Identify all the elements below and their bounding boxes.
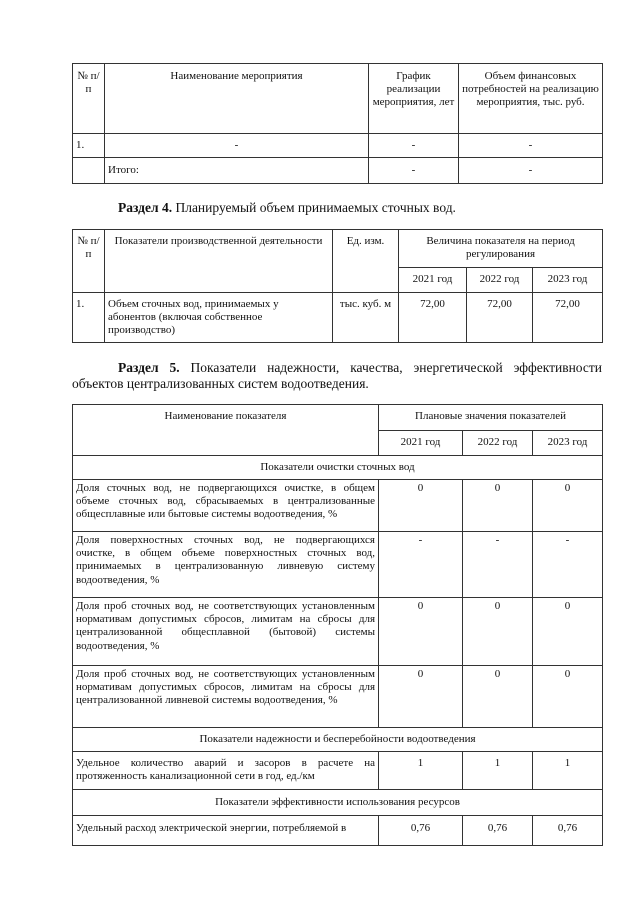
reliability-indicators-table — [72, 404, 603, 846]
header-indicator-name: Наименование показателя — [73, 405, 379, 456]
row-value-2022: 0,76 — [463, 816, 533, 846]
header-num: № п/п — [73, 64, 105, 134]
section-4-label: Раздел 4. — [118, 200, 173, 215]
row-value-2023: 0 — [533, 598, 603, 666]
row-value-2022: 0 — [463, 666, 533, 728]
row-value-2021: 0 — [379, 480, 463, 532]
table-row — [73, 480, 603, 532]
header-year-2022: 2022 год — [467, 268, 533, 293]
row-indicator-name: Удельное количество аварий и засоров в расчете на протяженность канализационной сети в год, ед./км — [73, 752, 379, 790]
row-schedule: - — [369, 134, 459, 158]
row-num — [73, 158, 105, 184]
table-row — [73, 666, 603, 728]
table-row — [73, 598, 603, 666]
row-value-2021: 1 — [379, 752, 463, 790]
header-unit: Ед. изм. — [333, 230, 399, 293]
row-value-2023: 72,00 — [533, 293, 603, 343]
row-num: 1. — [73, 293, 105, 343]
table-row — [73, 752, 603, 790]
section-5-label: Раздел 5. — [118, 360, 180, 375]
row-unit: тыс. куб. м — [333, 293, 399, 343]
activities-table — [72, 63, 603, 184]
row-value-2023: 0,76 — [533, 816, 603, 846]
header-year-2023: 2023 год — [533, 268, 603, 293]
row-finance: - — [459, 134, 603, 158]
row-value-2022: 72,00 — [467, 293, 533, 343]
row-indicator-name: Удельный расход электрической энергии, потребляемой в — [73, 816, 379, 846]
header-value-group: Величина показателя на период регулирования — [399, 230, 603, 268]
row-activity-name: - — [105, 134, 369, 158]
wastewater-volume-table — [72, 229, 603, 343]
header-year-2021: 2021 год — [379, 431, 463, 456]
group-title-reliability: Показатели надежности и бесперебойности водоотведения — [73, 728, 603, 752]
table-row — [73, 532, 603, 598]
row-indicator-name: Доля сточных вод, не подвергающихся очистке, в общем объеме сточных вод, сбрасываемых в централизованные общесплавные или бытовые системы водоотведения, % — [73, 480, 379, 532]
row-value-2022: 0 — [463, 598, 533, 666]
header-year-2021: 2021 год — [399, 268, 467, 293]
row-value-2021: 0 — [379, 598, 463, 666]
table-row-total — [73, 158, 603, 184]
row-finance: - — [459, 158, 603, 184]
row-schedule: - — [369, 158, 459, 184]
table-row — [73, 293, 603, 343]
row-value-2022: 0 — [463, 480, 533, 532]
row-value-2022: - — [463, 532, 533, 598]
row-num: 1. — [73, 134, 105, 158]
row-indicator-name: Доля поверхностных сточных вод, не подвергающихся очистке, в общем объеме поверхностных сточных вод, принимаемых в централизованную ливневую систему водоотведения, % — [73, 532, 379, 598]
section-4-heading — [118, 200, 456, 216]
group-title-treatment: Показатели очистки сточных вод — [73, 456, 603, 480]
group-title-efficiency: Показатели эффективности использования ресурсов — [73, 790, 603, 816]
section-5-heading — [72, 360, 602, 392]
row-value-2023: 1 — [533, 752, 603, 790]
row-indicator-name: Доля проб сточных вод, не соответствующих установленным нормативам допустимых сбросов, лимитам на сбросы для централизованной общесплавной (бытовой) системы водоотведения, % — [73, 598, 379, 666]
header-year-2022: 2022 год — [463, 431, 533, 456]
row-value-2021: 0 — [379, 666, 463, 728]
header-year-2023: 2023 год — [533, 431, 603, 456]
row-value-2021: - — [379, 532, 463, 598]
header-num: № п/п — [73, 230, 105, 293]
section-5-title-line2: объектов централизованных систем водоотведения. — [72, 376, 369, 391]
section-4-title: Планируемый объем принимаемых сточных вод. — [175, 200, 456, 215]
row-value-2021: 0,76 — [379, 816, 463, 846]
row-indicator: Объем сточных вод, принимаемых у абонентов (включая собственное производство) — [105, 293, 333, 343]
row-indicator-name: Доля проб сточных вод, не соответствующих установленным нормативам допустимых сбросов, лимитам на сбросы для централизованной ливневой системы водоотведения, % — [73, 666, 379, 728]
row-value-2021: 72,00 — [399, 293, 467, 343]
row-total-label: Итого: — [105, 158, 369, 184]
row-value-2023: - — [533, 532, 603, 598]
header-indicator: Показатели производственной деятельности — [105, 230, 333, 293]
section-5-title-line1: Показатели надежности, качества, энергетической эффективности — [190, 360, 603, 375]
header-schedule: График реализации мероприятия, лет — [369, 64, 459, 134]
table-row — [73, 134, 603, 158]
header-plan-values: Плановые значения показателей — [379, 405, 603, 431]
row-value-2023: 0 — [533, 666, 603, 728]
row-value-2022: 1 — [463, 752, 533, 790]
header-finance: Объем финансовых потребностей на реализацию мероприятия, тыс. руб. — [459, 64, 603, 134]
header-activity-name: Наименование мероприятия — [105, 64, 369, 134]
table-row — [73, 816, 603, 846]
row-value-2023: 0 — [533, 480, 603, 532]
